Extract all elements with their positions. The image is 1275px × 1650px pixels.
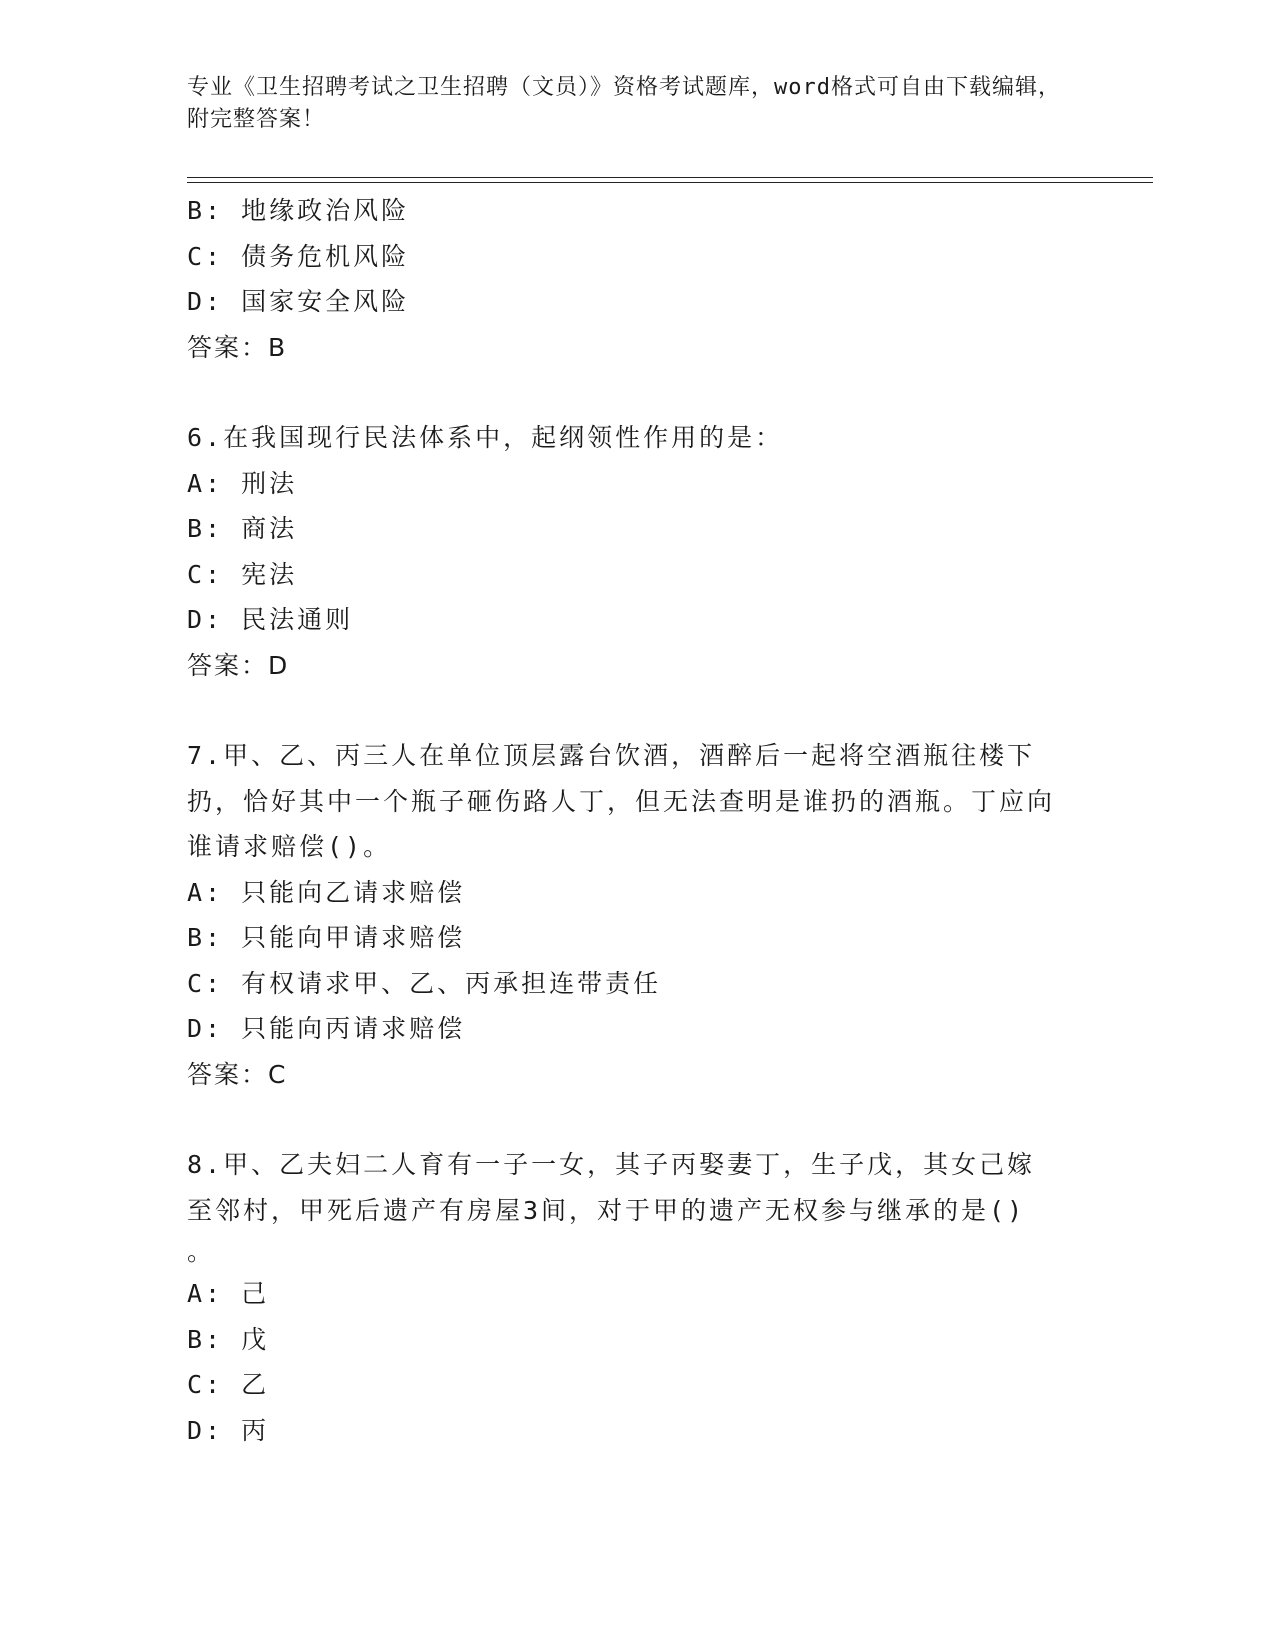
header-divider-bottom — [187, 182, 1153, 183]
question-text-line-2: 至邻村，甲死后遗产有房屋3间，对于甲的遗产无权参与继承的是() — [187, 1195, 1026, 1225]
header-text: 专业《卫生招聘考试之卫生招聘（文员）》资格考试题库，word格式可自由下载编辑，附完整答案！ — [187, 75, 1061, 132]
option-b: B: 戊 — [187, 1324, 270, 1354]
option-c: C: 宪法 — [187, 559, 298, 589]
header-divider-top — [187, 177, 1153, 178]
question-6 — [187, 415, 1067, 688]
option-a: A: 刑法 — [187, 468, 298, 498]
spacer — [187, 1097, 1067, 1142]
question-text: 6.在我国现行民法体系中，起纲领性作用的是： — [187, 423, 784, 452]
option-a: A: 己 — [187, 1279, 270, 1308]
question-list — [187, 188, 1067, 1453]
question-text-line-1: 8.甲、乙夫妇二人育有一子一女，其子丙娶妻丁，生子戊，其女己嫁 — [187, 1150, 1036, 1179]
question-8 — [187, 1142, 1067, 1453]
question-5 — [187, 188, 1067, 370]
option-c: C: 债务危机风险 — [187, 241, 410, 271]
option-b: B: 地缘政治风险 — [187, 196, 410, 225]
option-d: D: 只能向丙请求赔偿 — [187, 1014, 466, 1043]
spacer — [187, 688, 1067, 733]
option-c: C: 乙 — [187, 1370, 270, 1399]
answer-label: 答案：C — [187, 1059, 288, 1089]
option-b: B: 商法 — [187, 514, 298, 543]
answer-label: 答案：B — [187, 332, 288, 362]
option-d: D: 民法通则 — [187, 605, 354, 634]
question-text-line-3: 。 — [187, 1237, 216, 1266]
spacer — [187, 370, 1067, 415]
answer-label: 答案：D — [187, 650, 290, 680]
question-text: 7.甲、乙、丙三人在单位顶层露台饮酒，酒醉后一起将空酒瓶往楼下扔，恰好其中一个瓶子砸伤路人丁，但无法查明是谁扔的酒瓶。丁应向谁请求赔偿()。 — [187, 741, 1056, 861]
option-b: B: 只能向甲请求赔偿 — [187, 923, 466, 952]
option-d: D: 国家安全风险 — [187, 287, 410, 316]
document-header — [187, 72, 1067, 136]
question-7 — [187, 733, 1067, 1097]
option-c: C: 有权请求甲、乙、丙承担连带责任 — [187, 968, 662, 998]
option-a: A: 只能向乙请求赔偿 — [187, 877, 466, 907]
option-d: D: 丙 — [187, 1415, 270, 1445]
